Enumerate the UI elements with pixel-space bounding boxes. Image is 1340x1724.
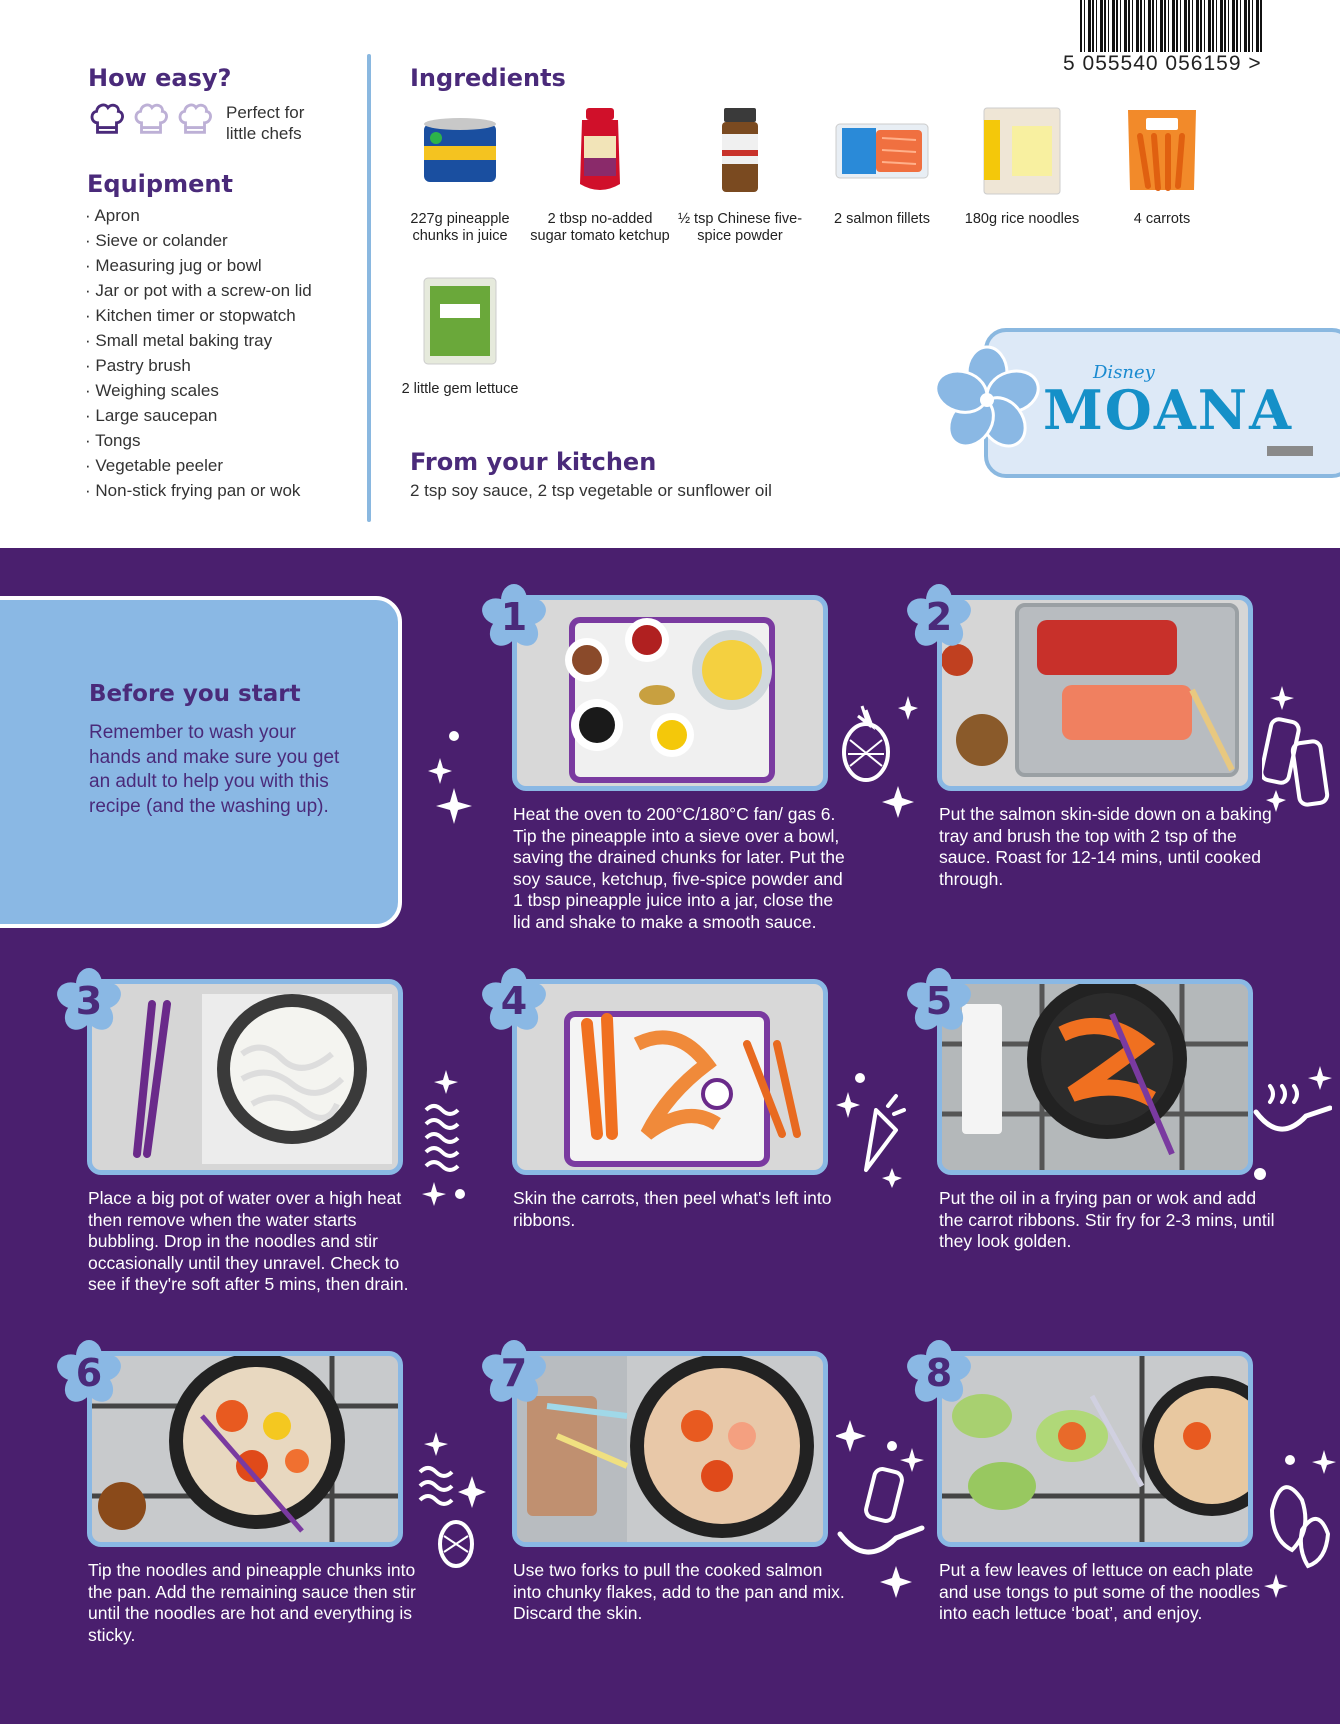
ingredient-label: 227g pineapple chunks in juice	[410, 211, 510, 244]
chef-hat-icon	[88, 100, 126, 138]
ingredient-item	[812, 106, 952, 228]
hibiscus-flower-icon	[932, 345, 1042, 455]
ingredient-label: 180g rice noodles	[964, 211, 1080, 227]
step-photo	[512, 979, 828, 1175]
step-photo	[937, 1351, 1253, 1547]
list-item: · Small metal baking tray	[85, 328, 312, 353]
step-number-badge	[481, 1340, 547, 1406]
ingredients-title: Ingredients	[410, 64, 566, 92]
barcode-number: 5 055540 056159 >	[1063, 52, 1262, 75]
how-easy-title: How easy?	[88, 64, 232, 92]
step-number-badge	[906, 968, 972, 1034]
step-number: 8	[925, 1351, 953, 1395]
step-text: Use two forks to pull the cooked salmon into chunky flakes, add to the pan and mix. Discard the skin.	[513, 1560, 845, 1623]
list-item: · Pastry brush	[85, 353, 312, 378]
lettuce-icon	[1262, 1450, 1340, 1600]
step-photo	[87, 1351, 403, 1547]
step-photo	[87, 979, 403, 1175]
salmon-pan-icon	[836, 1420, 926, 1600]
step-photo	[512, 595, 828, 791]
noodles-pineapple-icon	[416, 1432, 486, 1572]
list-item: · Apron	[85, 203, 312, 228]
sparkle-icon	[428, 728, 476, 828]
step-number: 2	[925, 595, 953, 639]
equipment-title: Equipment	[87, 170, 233, 198]
list-item: · Sieve or colander	[85, 228, 312, 253]
step-7-image	[517, 1356, 823, 1542]
step-1-image	[517, 600, 823, 786]
step-photo	[937, 979, 1253, 1175]
noodles-icon	[420, 1070, 470, 1210]
step-2-image	[942, 600, 1248, 786]
list-item: · Non-stick frying pan or wok	[85, 478, 312, 503]
list-item: · Measuring jug or bowl	[85, 253, 312, 278]
ingredient-item	[1092, 106, 1232, 228]
chef-hat-icon	[132, 100, 170, 138]
ingredient-item	[530, 106, 670, 245]
kitchen-title: From your kitchen	[410, 448, 657, 476]
spice-jar-icon	[690, 106, 790, 196]
step-number-badge	[481, 968, 547, 1034]
step-text: Put a few leaves of lettuce on each plate and use tongs to put some of the noodles into each lettuce ‘boat’, and enjoy.	[939, 1560, 1261, 1623]
noodles-pack-icon	[972, 106, 1072, 196]
ingredient-item	[390, 106, 530, 245]
step-photo	[937, 595, 1253, 791]
step-text: Skin the carrots, then peel what's left into ribbons.	[513, 1188, 832, 1230]
disney-logo: Disney	[1093, 362, 1155, 383]
step-number-badge	[56, 1340, 122, 1406]
step-number: 4	[500, 979, 528, 1023]
ingredient-item	[952, 106, 1092, 228]
barcode	[1080, 0, 1264, 52]
step-number: 6	[75, 1351, 103, 1395]
step-8-image	[942, 1356, 1248, 1542]
step-number-badge	[906, 584, 972, 650]
before-title: Before you start	[89, 681, 301, 707]
ketchup-bottle-icon	[550, 106, 650, 196]
step-number-badge	[56, 968, 122, 1034]
step-photo	[512, 1351, 828, 1547]
ingredient-label: 2 little gem lettuce	[401, 381, 519, 397]
step-number: 3	[75, 979, 103, 1023]
column-divider	[367, 54, 371, 522]
step-3-image	[92, 984, 398, 1170]
ingredient-label: 4 carrots	[1133, 211, 1191, 227]
step-number: 7	[500, 1351, 528, 1395]
ingredient-label: 2 salmon fillets	[834, 211, 930, 227]
step-number: 1	[500, 595, 528, 639]
list-item: · Weighing scales	[85, 378, 312, 403]
kitchen-text: 2 tsp soy sauce, 2 tsp vegetable or sunflower oil	[410, 481, 772, 500]
step-text: Put the salmon skin-side down on a baking tray and brush the top with 2 tsp of the sauce. Roast for 12-14 mins, until cooked through.	[939, 804, 1272, 889]
salmon-icon	[1262, 686, 1332, 816]
carrots-bag-icon	[1112, 106, 1212, 196]
step-number-badge	[906, 1340, 972, 1406]
frying-pan-icon	[1252, 1066, 1332, 1186]
step-text: Place a big pot of water over a high heat then remove when the water starts bubbling. Drop in the noodles and stir occasionally until they unravel. Check to see if they're soft after 5 mins, then drain.	[88, 1188, 409, 1294]
brand-tab	[1267, 446, 1313, 456]
chef-hat-icon	[176, 100, 214, 138]
pineapple-can-icon	[410, 106, 510, 196]
step-5-image	[942, 984, 1248, 1170]
step-number-badge	[481, 584, 547, 650]
step-text: Tip the noodles and pineapple chunks into the pan. Add the remaining sauce then stir until the noodles are hot and everything is sticky.	[88, 1560, 416, 1645]
ingredient-item	[670, 106, 810, 245]
ingredient-label: ½ tsp Chinese five-spice powder	[677, 211, 803, 244]
difficulty-rating	[88, 100, 214, 138]
lettuce-bag-icon	[410, 276, 510, 366]
ingredient-label: 2 tbsp no-added sugar tomato ketchup	[530, 211, 670, 244]
difficulty-text: Perfect for little chefs	[226, 103, 305, 143]
step-text: Heat the oven to 200°C/180°C fan/ gas 6. Tip the pineapple into a sieve over a bowl, saving the drained chunks for later. Put the soy sauce, ketchup, five-spice powder and 1 tbsp pineapple juice into a jar, close the lid and shake to make a smooth sauce.	[513, 804, 845, 932]
list-item: · Vegetable peeler	[85, 453, 312, 478]
list-item: · Large saucepan	[85, 403, 312, 428]
list-item: · Tongs	[85, 428, 312, 453]
moana-logo: MOANA	[1043, 378, 1293, 442]
step-6-image	[92, 1356, 398, 1542]
salmon-pack-icon	[832, 106, 932, 196]
step-4-image	[517, 984, 823, 1170]
list-item: · Kitchen timer or stopwatch	[85, 303, 312, 328]
equipment-list	[85, 203, 312, 503]
pineapple-icon	[838, 696, 918, 826]
ingredient-item	[390, 276, 530, 398]
step-number: 5	[925, 979, 953, 1023]
list-item: · Jar or pot with a screw-on lid	[85, 278, 312, 303]
before-text: Remember to wash your hands and make sure you get an adult to help you with this recipe (and the washing up).	[89, 722, 340, 817]
step-text: Put the oil in a frying pan or wok and add the carrot ribbons. Stir fry for 2-3 mins, until they look golden.	[939, 1188, 1275, 1251]
carrot-icon	[836, 1070, 906, 1190]
